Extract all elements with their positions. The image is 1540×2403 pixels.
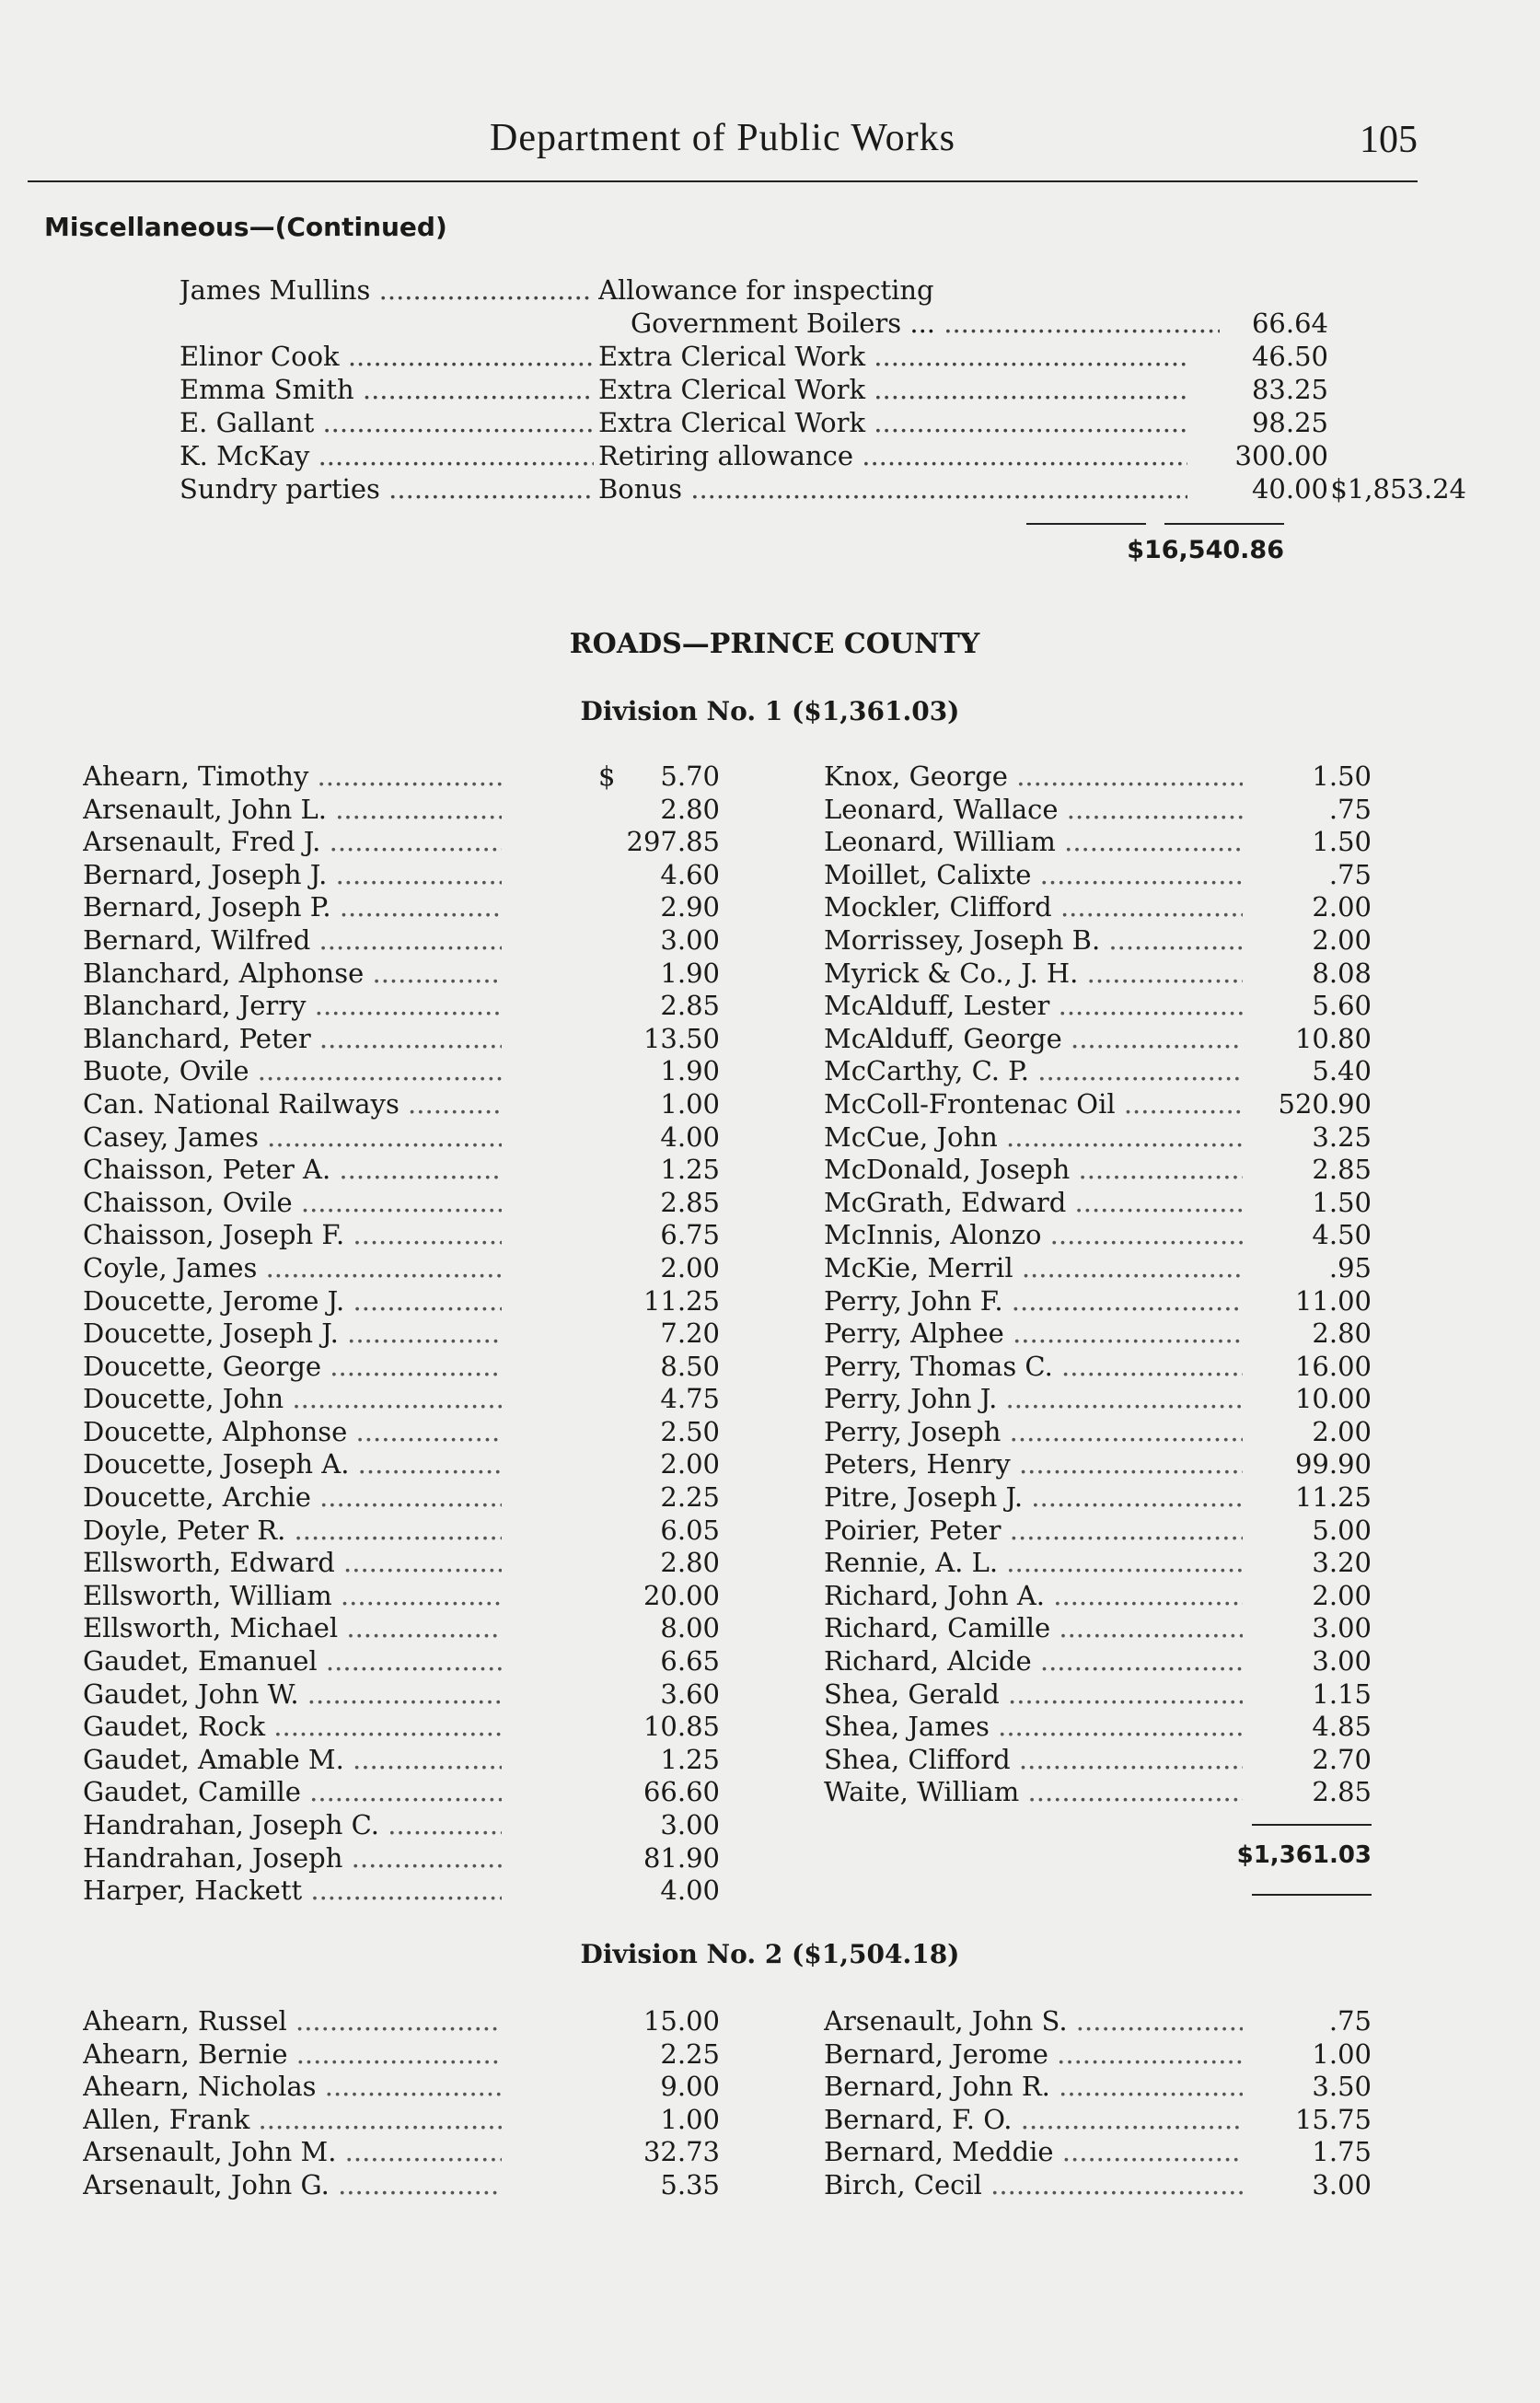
payee-name: McCue, John .....: [824, 1121, 1243, 1153]
payee-amount: 6.75: [660, 1219, 720, 1251]
payment-amount: 83.25: [1251, 374, 1328, 405]
payee-name: Ellsworth, William .....: [83, 1580, 502, 1611]
payee-name: Coyle, James .....: [83, 1252, 502, 1283]
payee-amount: 1.90: [660, 1055, 720, 1087]
payee-amount: 1.15: [1312, 1677, 1372, 1710]
payee-amount: 15.00: [643, 2005, 720, 2037]
payee-name: McGrath, Edward .....: [824, 1187, 1243, 1218]
payee-name: Shea, Clifford .....: [824, 1744, 1243, 1775]
payee-amount: 4.85: [1312, 1711, 1372, 1743]
payee-name: Arsenault, John S. .....: [824, 2005, 1243, 2037]
payee-name: McKie, Merril .....: [824, 1252, 1243, 1283]
payee-name: Gaudet, Amable M. .....: [83, 1744, 502, 1775]
payee-name: Arsenault, John L. .....: [83, 794, 502, 825]
payee-amount: 5.35: [660, 2168, 720, 2200]
payee-name: Perry, Joseph .....: [824, 1416, 1243, 1447]
payee-amount: 15.75: [1294, 2103, 1372, 2135]
payee-name: Arsenault, Fred J. .....: [83, 826, 502, 857]
payee-name: Richard, John A. .....: [824, 1580, 1243, 1611]
payee-amount: 3.00: [1312, 2168, 1372, 2200]
payee-amount: 3.00: [1312, 1612, 1372, 1644]
running-title: Department of Public Works: [490, 117, 955, 159]
payee-amount: 1.25: [660, 1743, 720, 1775]
payee-name: Arsenault, John M. .....: [83, 2136, 502, 2167]
payee-amount: 3.20: [1312, 1547, 1372, 1579]
payee-amount: 1.75: [1312, 2136, 1372, 2168]
payee-amount: 9.00: [660, 2071, 720, 2103]
payee-name: Sundry parties .....: [179, 473, 594, 505]
dollar-sign: $: [598, 760, 616, 792]
payee-name: Bernard, Joseph P. .....: [83, 891, 502, 923]
payee-amount: 2.70: [1312, 1743, 1372, 1775]
payee-amount: 5.00: [1312, 1514, 1372, 1546]
payee-name: Birch, Cecil .....: [824, 2169, 1243, 2200]
payee-name: Waite, William .....: [824, 1776, 1243, 1807]
payee-name: Doucette, John .....: [83, 1383, 502, 1414]
payee-amount: 2.00: [660, 1251, 720, 1283]
payment-description: Extra Clerical Work .....: [598, 407, 1187, 438]
payee-name: Handrahan, Joseph .....: [83, 1842, 502, 1874]
payee-name: Handrahan, Joseph C. .....: [83, 1809, 502, 1840]
payee-amount: 3.25: [1312, 1120, 1372, 1153]
payee-amount: 2.25: [660, 1481, 720, 1514]
payee-amount: 5.60: [1312, 990, 1372, 1022]
payee-amount: 4.60: [660, 858, 720, 890]
payment-description: Extra Clerical Work .....: [598, 374, 1187, 405]
payee-name: Myrick & Co., J. H. .....: [824, 958, 1243, 989]
payee-amount: 1.00: [660, 1087, 720, 1120]
payee-name: Bernard, Joseph J. .....: [83, 859, 502, 890]
payee-amount: 297.85: [626, 826, 720, 858]
payee-amount: 2.85: [660, 990, 720, 1022]
division-1-total-rule-bottom: [1252, 1894, 1372, 1896]
payee-name: Bernard, F. O. .....: [824, 2104, 1243, 2135]
payee-amount: 66.60: [643, 1776, 720, 1808]
payee-amount: 16.00: [1294, 1350, 1372, 1382]
payee-amount: 20.00: [643, 1579, 720, 1611]
payee-amount: 4.75: [660, 1383, 720, 1415]
running-header: [28, 116, 1418, 182]
page-number: 105: [1360, 119, 1418, 161]
payee-amount: .75: [1328, 793, 1372, 825]
payee-name: Mockler, Clifford .....: [824, 891, 1243, 923]
payee-name: Casey, James .....: [83, 1121, 502, 1153]
payee-name: Perry, John F. .....: [824, 1285, 1243, 1317]
payment-description: Bonus .....: [598, 473, 1187, 505]
payee-name: Doucette, Archie .....: [83, 1481, 502, 1513]
payee-name: E. Gallant .....: [179, 407, 594, 438]
payee-amount: 2.80: [660, 793, 720, 825]
payee-name: Buote, Ovile .....: [83, 1055, 502, 1086]
payee-name: Gaudet, Rock .....: [83, 1711, 502, 1742]
payee-name: Doucette, Joseph J. .....: [83, 1318, 502, 1349]
payee-name: Can. National Railways .....: [83, 1088, 502, 1120]
payee-name: Harper, Hackett .....: [83, 1875, 502, 1906]
payee-amount: .75: [1328, 858, 1372, 890]
payee-amount: 8.08: [1312, 957, 1372, 989]
payment-description: Allowance for inspecting: [598, 274, 934, 306]
payee-name: Leonard, William .....: [824, 826, 1243, 857]
payee-name: Knox, George .....: [824, 760, 1243, 792]
payee-name: Doucette, George .....: [83, 1351, 502, 1382]
payee-name: Peters, Henry .....: [824, 1448, 1243, 1480]
payee-amount: 10.85: [643, 1711, 720, 1743]
payee-amount: 2.25: [660, 2037, 720, 2070]
payee-name: Ahearn, Timothy .....: [83, 760, 502, 792]
payee-name: Ellsworth, Michael .....: [83, 1612, 502, 1643]
payee-name: Moillet, Calixte .....: [824, 859, 1243, 890]
payee-name: Pitre, Joseph J. .....: [824, 1481, 1243, 1513]
payee-name: Ellsworth, Edward .....: [83, 1547, 502, 1578]
payee-amount: 1.00: [660, 2103, 720, 2135]
payee-name: Doucette, Jerome J. .....: [83, 1285, 502, 1317]
payee-name: Bernard, Meddie .....: [824, 2136, 1243, 2167]
payee-amount: 2.80: [1312, 1318, 1372, 1350]
payee-name: Chaisson, Peter A. .....: [83, 1154, 502, 1185]
payee-name: Shea, Gerald .....: [824, 1678, 1243, 1710]
payee-amount: 2.90: [660, 891, 720, 923]
payment-amount: 300.00: [1234, 440, 1328, 471]
payee-amount: 2.00: [660, 1448, 720, 1480]
payee-amount: 1.50: [1312, 760, 1372, 792]
payment-amount: 46.50: [1251, 341, 1328, 372]
payee-name: K. McKay .....: [179, 440, 594, 471]
payee-name: McAlduff, George .....: [824, 1023, 1243, 1054]
roads-heading: ROADS—PRINCE COUNTY: [569, 628, 980, 660]
payment-description: Extra Clerical Work .....: [598, 341, 1187, 372]
payee-amount: 81.90: [643, 1841, 720, 1874]
payee-amount: 11.25: [643, 1284, 720, 1317]
payee-name: Blanchard, Peter .....: [83, 1023, 502, 1054]
payee-amount: 1.00: [1312, 2037, 1372, 2070]
payee-name: Gaudet, Emanuel .....: [83, 1645, 502, 1677]
division-1-heading: Division No. 1 ($1,361.03): [580, 696, 960, 726]
payee-name: Allen, Frank .....: [83, 2104, 502, 2135]
payee-amount: 2.85: [1312, 1154, 1372, 1186]
payee-name: McInnis, Alonzo .....: [824, 1219, 1243, 1250]
payee-amount: .75: [1328, 2005, 1372, 2037]
payee-amount: 11.00: [1294, 1284, 1372, 1317]
payee-amount: 3.00: [660, 1809, 720, 1840]
payee-amount: .95: [1328, 1251, 1372, 1283]
misc-section-heading: Miscellaneous—(Continued): [44, 212, 447, 242]
payee-name: Ahearn, Nicholas .....: [83, 2071, 502, 2102]
payee-amount: 5.40: [1312, 1055, 1372, 1087]
payee-amount: 3.00: [660, 923, 720, 956]
payment-amount: 98.25: [1251, 407, 1328, 438]
payee-name: Perry, John J. .....: [824, 1383, 1243, 1414]
payee-name: Rennie, A. L. .....: [824, 1547, 1243, 1578]
payee-name: Doucette, Joseph A. .....: [83, 1448, 502, 1480]
payee-name: Doucette, Alphonse .....: [83, 1416, 502, 1447]
payee-name: Arsenault, John G. .....: [83, 2169, 502, 2200]
payee-name: McColl-Frontenac Oil .....: [824, 1088, 1243, 1120]
payee-name: Gaudet, John W. .....: [83, 1678, 502, 1710]
payee-amount: 5.70: [660, 760, 720, 792]
payee-name: Perry, Thomas C. .....: [824, 1351, 1243, 1382]
payee-amount: 3.00: [1312, 1645, 1372, 1677]
payee-amount: 3.50: [1312, 2071, 1372, 2103]
payee-name: Shea, James .....: [824, 1711, 1243, 1742]
payee-amount: 3.60: [660, 1677, 720, 1710]
payee-name: Morrissey, Joseph B. .....: [824, 924, 1243, 956]
payee-name: Blanchard, Alphonse .....: [83, 958, 502, 989]
payee-name: Blanchard, Jerry .....: [83, 990, 502, 1021]
payee-name: McCarthy, C. P. .....: [824, 1055, 1243, 1086]
division-1-total: $1,361.03: [1236, 1841, 1372, 1869]
payee-name: Doyle, Peter R. .....: [83, 1515, 502, 1546]
payee-name: Bernard, Wilfred .....: [83, 924, 502, 956]
payee-amount: 6.65: [660, 1645, 720, 1677]
payee-name: McDonald, Joseph .....: [824, 1154, 1243, 1185]
payee-name: Richard, Camille .....: [824, 1612, 1243, 1643]
payee-amount: 520.90: [1278, 1087, 1372, 1120]
section-subtotal: $1,853.24: [1330, 473, 1466, 505]
payee-amount: 2.85: [1312, 1776, 1372, 1808]
payee-name: Ahearn, Bernie .....: [83, 2038, 502, 2070]
payee-name: Emma Smith .....: [179, 374, 594, 405]
payee-amount: 4.50: [1312, 1219, 1372, 1251]
payee-amount: 11.25: [1294, 1481, 1372, 1514]
payment-amount: 66.64: [1251, 308, 1328, 339]
division-1-total-rule-top: [1252, 1824, 1372, 1826]
payee-amount: 2.00: [1312, 1579, 1372, 1611]
payee-name: Perry, Alphee .....: [824, 1318, 1243, 1349]
payee-amount: 2.85: [660, 1186, 720, 1218]
payee-amount: 10.80: [1294, 1022, 1372, 1054]
total-rule: [1164, 523, 1284, 525]
division-2-heading: Division No. 2 ($1,504.18): [580, 1939, 960, 1969]
payee-amount: 6.05: [660, 1514, 720, 1546]
payee-amount: 7.20: [660, 1318, 720, 1350]
subtotal-rule: [1026, 523, 1146, 525]
payee-name: Bernard, Jerome .....: [824, 2038, 1243, 2070]
payee-amount: 2.00: [1312, 891, 1372, 923]
payee-name: McAlduff, Lester .....: [824, 990, 1243, 1021]
payment-description: Retiring allowance .....: [598, 440, 1187, 471]
payee-amount: 10.00: [1294, 1383, 1372, 1415]
payee-name: Poirier, Peter .....: [824, 1515, 1243, 1546]
payment-amount: 40.00: [1251, 473, 1328, 505]
payee-name: Ahearn, Russel .....: [83, 2005, 502, 2037]
payee-amount: 4.00: [660, 1120, 720, 1153]
payee-amount: 2.00: [1312, 923, 1372, 956]
misc-grand-total: $16,540.86: [1127, 536, 1284, 564]
payee-name: Richard, Alcide .....: [824, 1645, 1243, 1677]
payee-name: James Mullins .....: [179, 274, 594, 306]
payee-amount: 1.25: [660, 1154, 720, 1186]
payee-amount: 2.50: [660, 1415, 720, 1447]
payee-name: Gaudet, Camille .....: [83, 1776, 502, 1807]
payment-description: Government Boilers ... .....: [631, 308, 1220, 339]
payee-amount: 2.00: [1312, 1415, 1372, 1447]
payee-amount: 13.50: [643, 1022, 720, 1054]
payee-name: Chaisson, Ovile .....: [83, 1187, 502, 1218]
payee-amount: 32.73: [643, 2136, 720, 2168]
payee-name: Elinor Cook .....: [179, 341, 594, 372]
payee-amount: 1.50: [1312, 1186, 1372, 1218]
payee-amount: 8.00: [660, 1612, 720, 1644]
payee-name: Leonard, Wallace .....: [824, 794, 1243, 825]
payee-amount: 4.00: [660, 1875, 720, 1907]
payee-amount: 99.90: [1294, 1448, 1372, 1480]
payee-name: Chaisson, Joseph F. .....: [83, 1219, 502, 1250]
payee-name: Bernard, John R. .....: [824, 2071, 1243, 2102]
payee-amount: 1.50: [1312, 826, 1372, 858]
payee-amount: 8.50: [660, 1350, 720, 1382]
payee-amount: 2.80: [660, 1547, 720, 1579]
payee-amount: 1.90: [660, 957, 720, 989]
